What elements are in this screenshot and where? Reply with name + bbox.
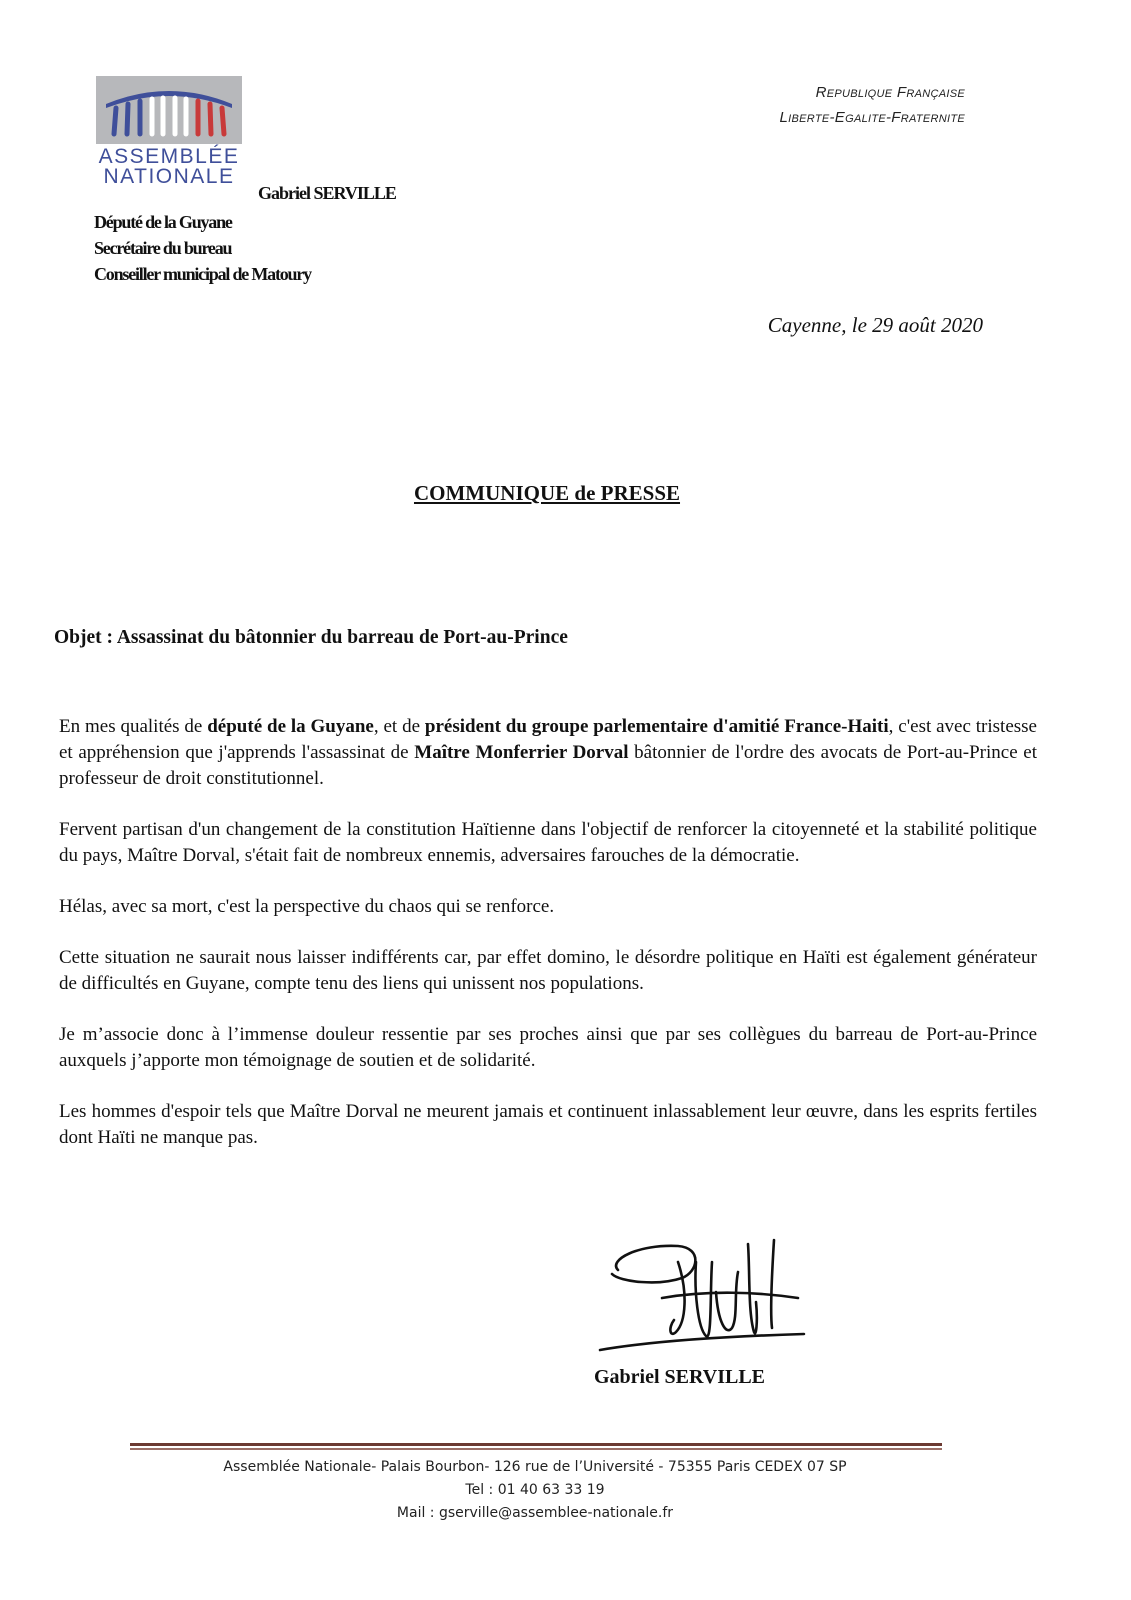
role-line: Secrétaire du bureau	[94, 238, 232, 258]
logo-text-line1: ASSEMBLÉE	[98, 145, 240, 168]
role-line: Conseiller municipal de Matoury	[94, 264, 311, 284]
letter-date: Cayenne, le 29 août 2020	[767, 313, 983, 337]
logo-hemicycle-icon	[96, 76, 242, 144]
footer-email: Mail : gserville@assemblee-nationale.fr	[396, 1505, 674, 1521]
bold-text-run: Maître Monferrier Dorval	[414, 742, 629, 763]
document-heading: COMMUNIQUE de PRESSE	[413, 481, 681, 505]
bold-text-run: député de la Guyane	[207, 716, 374, 737]
text-run: En mes qualités de	[59, 716, 208, 737]
paragraph: Je m’associe donc à l’immense douleur ressentie par ses proches ainsi que par ses collègues du barreau de Port-au-Prince auxquels j’apporte mon témoignage de soutien et de solidarité.	[59, 1024, 1037, 1071]
motto-line: Liberte-Egalite-Fraternite	[779, 109, 965, 126]
logo-text-line2: NATIONALE	[103, 165, 235, 188]
assemblee-nationale-logo	[96, 76, 242, 186]
signatory-name: Gabriel SERVILLE	[594, 1366, 765, 1388]
letter-body	[59, 714, 1037, 1176]
paragraph: Fervent partisan d'un changement de la constitution Haïtienne dans l'objectif de renforcer la citoyenneté et la stabilité politique du pays, Maître Dorval, s'était fait de nombreux ennemis, adversaires farouches de la démocratie.	[59, 819, 1037, 866]
handwritten-signature	[598, 1232, 808, 1362]
paragraph: Cette situation ne saurait nous laisser indifférents car, par effet domino, le désordre politique en Haïti est également générateur de difficultés en Guyane, compte tenu des liens qui unissent nos populations.	[59, 947, 1037, 994]
footer-divider	[130, 1443, 942, 1451]
republic-motto	[780, 80, 965, 130]
republic-line: Republique Française	[815, 84, 965, 101]
paragraph	[59, 714, 1037, 792]
text-run: , c'est avec tristesse et appréhension que j'apprends l'assassinat de	[59, 716, 1037, 763]
footer-address: Assemblée Nationale- Palais Bourbon- 126 rue de l’Université - 75355 Paris CEDEX 07 SP	[223, 1459, 847, 1475]
deputy-name: Gabriel SERVILLE	[258, 183, 396, 203]
subject-line: Objet : Assassinat du bâtonnier du barreau de Port-au-Prince	[54, 627, 568, 648]
role-line: Député de la Guyane	[94, 212, 232, 232]
paragraph: Hélas, avec sa mort, c'est la perspective du chaos qui se renforce.	[59, 896, 555, 917]
deputy-roles	[94, 209, 311, 287]
bold-text-run: président du groupe parlementaire d'amitié France-Haiti	[424, 716, 889, 737]
footer-phone: Tel : 01 40 63 33 19	[465, 1482, 605, 1498]
text-run: , et de	[373, 716, 425, 737]
text-run: bâtonnier de l'ordre des avocats de Port-au-Prince et professeur de droit constitutionnel.	[59, 742, 1037, 789]
paragraph: Les hommes d'espoir tels que Maître Dorval ne meurent jamais et continuent inlassablement leur œuvre, dans les esprits fertiles dont Haïti ne manque pas.	[59, 1101, 1037, 1148]
footer	[0, 1456, 1070, 1525]
